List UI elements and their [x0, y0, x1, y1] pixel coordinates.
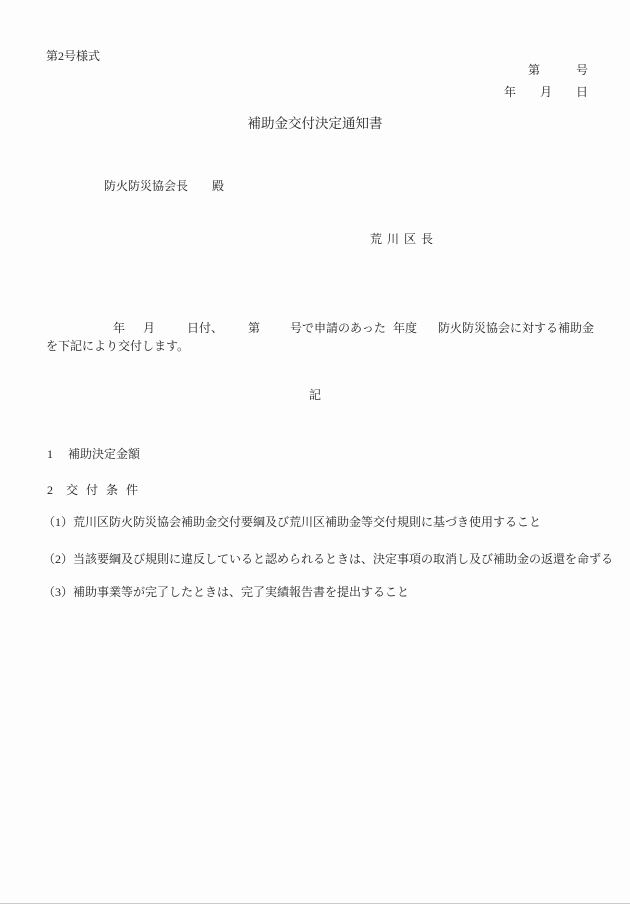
doc-number-blank-line: 第 号 [527, 63, 588, 77]
item-2-label: 交付条件 [66, 483, 147, 497]
form-style-label: 第2号様式 [46, 49, 101, 63]
condition-1: （1）荒川区防火防災協会補助金交付要綱及び荒川区補助金等交付規則に基づき使用すること [43, 515, 542, 529]
document-title: 補助金交付決定通知書 [247, 116, 383, 131]
blank-month-label: 月 [143, 321, 156, 335]
item-1-label: 補助決定金額 [68, 447, 141, 461]
date-blank-line: 年 月 日 [503, 85, 588, 99]
condition-3: （3）補助事業等が完了したときは、完了実績報告書を提出すること [43, 585, 410, 599]
condition-2: （2）当該要綱及び規則に違反していると認められるときは、決定事項の取消し及び補助金の返還を命ずる [43, 552, 614, 566]
item-2-number: 2 [47, 483, 53, 497]
blank-year-label: 年 [113, 321, 126, 335]
record-heading: 記 [308, 388, 321, 402]
fiscal-year-label: 年度 [393, 321, 418, 335]
addressee-line: 防火防災協会長 殿 [104, 179, 225, 193]
body-line2: を下記により交付します。 [46, 339, 190, 353]
item-1-number: 1 [47, 447, 53, 461]
application-phrase: 号で申請のあった [290, 321, 386, 335]
sender-line: 荒川区長 [370, 232, 439, 246]
blank-day-suffix: 日付、 [187, 321, 224, 335]
blank-number-prefix: 第 [248, 321, 261, 335]
subsidy-target-phrase: 防火防災協会に対する補助金 [438, 321, 595, 335]
